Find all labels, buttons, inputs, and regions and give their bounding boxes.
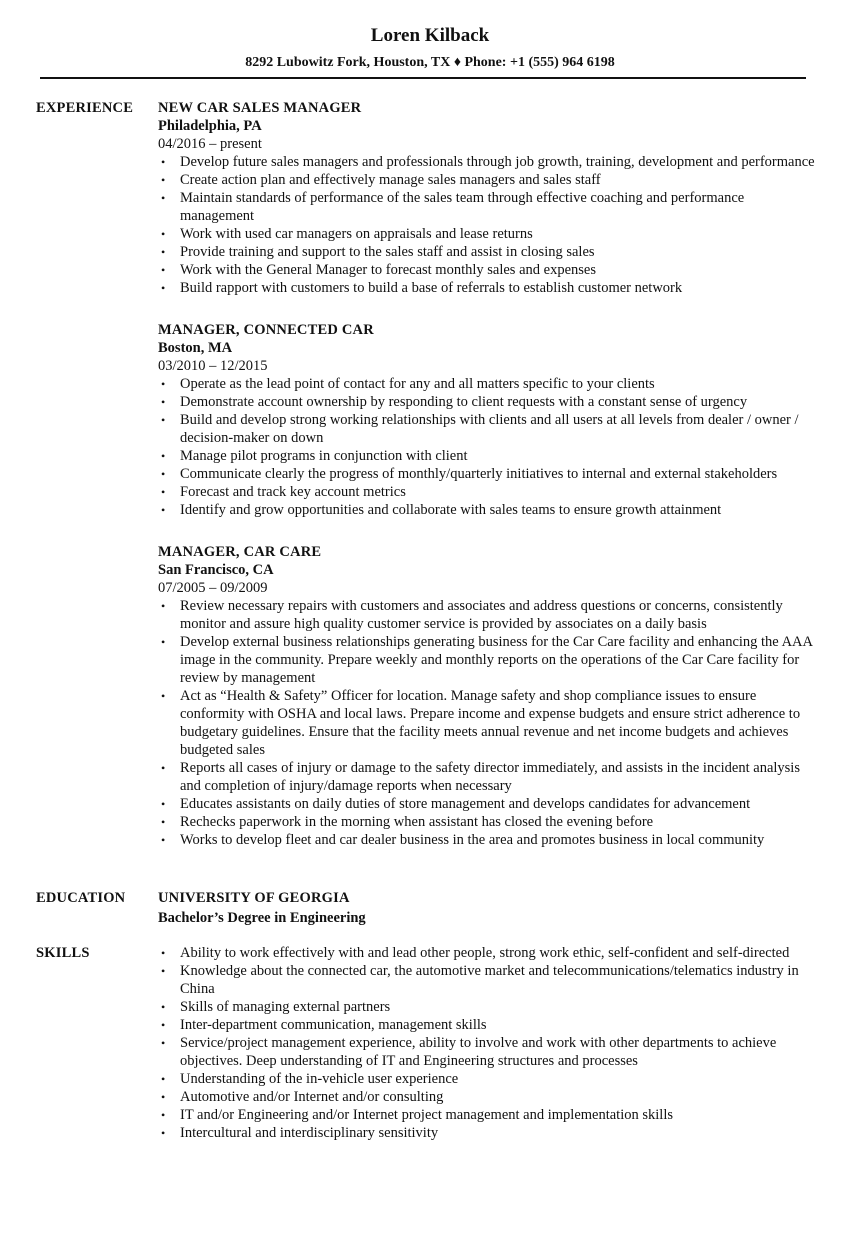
bullet-text: Act as “Health & Safety” Officer for location. Manage safety and shop compliance issues to ensure conformity with OSHA and local laws. Prepare income and expense budgets and ensure strict adherence to budgetary guidelines. Ensure that the facility meets annual revenue and net income budgets and achieves budgeted sales <box>180 688 801 758</box>
list-item <box>158 171 818 189</box>
bullet-icon: • <box>161 1126 166 1140</box>
bullet-icon: • <box>161 964 166 978</box>
list-item <box>158 501 818 519</box>
job-title: MANAGER, CAR CARE <box>158 544 322 560</box>
bullet-text: Develop future sales managers and professionals through job growth, training, development and performance <box>180 154 815 170</box>
list-item <box>158 831 818 849</box>
bullet-text: Educates assistants on daily duties of store management and develops candidates for advancement <box>180 796 751 812</box>
job-dates: 04/2016 – present <box>158 136 262 152</box>
experience-body <box>158 99 818 873</box>
list-item <box>158 189 818 225</box>
list-item <box>158 759 818 795</box>
skill-text: Skills of managing external partners <box>180 999 391 1015</box>
list-item <box>158 1088 818 1106</box>
bullet-text: Provide training and support to the sales staff and assist in closing sales <box>180 244 595 260</box>
bullet-icon: • <box>161 1108 166 1122</box>
bullet-text: Maintain standards of performance of the sales team through effective coaching and performance management <box>180 190 745 224</box>
bullet-text: Communicate clearly the progress of monthly/quarterly initiatives to internal and external stakeholders <box>180 466 778 482</box>
bullet-text: Reports all cases of injury or damage to the safety director immediately, and assists in the incident analysis and completion of injury/damage reports when necessary <box>180 760 800 794</box>
list-item <box>158 411 818 447</box>
list-item <box>158 1070 818 1088</box>
bullet-text: Identify and grow opportunities and collaborate with sales teams to ensure growth attainment <box>180 502 722 518</box>
list-item <box>158 597 818 633</box>
school-name: UNIVERSITY OF GEORGIA <box>158 890 350 906</box>
bullet-text: Demonstrate account ownership by responding to client requests with a constant sense of urgency <box>180 394 748 410</box>
list-item <box>158 1034 818 1070</box>
list-item <box>158 465 818 483</box>
skill-text: Service/project management experience, ability to involve and work with other departments to achieve objectives. Deep understanding of IT and Engineering structures and processes <box>180 1035 777 1069</box>
skill-text: IT and/or Engineering and/or Internet project management and implementation skills <box>180 1107 673 1123</box>
bullet-icon: • <box>161 761 166 775</box>
bullet-text: Work with used car managers on appraisals and lease returns <box>180 226 533 242</box>
bullet-icon: • <box>161 173 166 187</box>
bullet-icon: • <box>161 599 166 613</box>
resume-header <box>0 24 860 72</box>
candidate-name: Loren Kilback <box>370 25 490 46</box>
job-dates: 07/2005 – 09/2009 <box>158 580 268 596</box>
job-entry <box>158 321 818 519</box>
bullet-icon: • <box>161 467 166 481</box>
list-item <box>158 261 818 279</box>
skill-text: Understanding of the in-vehicle user experience <box>180 1071 459 1087</box>
skill-text: Automotive and/or Internet and/or consulting <box>180 1089 444 1105</box>
bullet-icon: • <box>161 689 166 703</box>
header-divider <box>40 77 806 79</box>
bullet-icon: • <box>161 815 166 829</box>
list-item <box>158 1016 818 1034</box>
bullet-icon: • <box>161 485 166 499</box>
bullet-icon: • <box>161 635 166 649</box>
skill-text: Inter-department communication, management skills <box>180 1017 487 1033</box>
bullet-text: Manage pilot programs in conjunction with client <box>180 448 468 464</box>
skills-label: SKILLS <box>36 945 90 961</box>
bullet-icon: • <box>161 1000 166 1014</box>
list-item <box>158 243 818 261</box>
list-item <box>158 375 818 393</box>
bullet-icon: • <box>161 191 166 205</box>
list-item <box>158 279 818 297</box>
bullet-text: Review necessary repairs with customers and associates and address questions or concerns, consistently monitor and assure high quality customer service is provided by associates on a daily basis <box>180 598 783 632</box>
bullet-text: Build and develop strong working relationships with clients and all users at all levels from dealer / owner / decision-maker on down <box>180 412 799 446</box>
list-item <box>158 447 818 465</box>
bullet-icon: • <box>161 1072 166 1086</box>
bullet-icon: • <box>161 413 166 427</box>
bullet-icon: • <box>161 227 166 241</box>
bullet-text: Develop external business relationships generating business for the Car Care facility and enhancing the AAA image in the community. Prepare weekly and monthly reports on the operations of the Car Care facility for review by management <box>180 634 813 686</box>
list-item <box>158 633 818 687</box>
bullet-icon: • <box>161 245 166 259</box>
bullet-icon: • <box>161 833 166 847</box>
bullet-icon: • <box>161 1090 166 1104</box>
bullet-text: Operate as the lead point of contact for any and all matters specific to your clients <box>180 376 655 392</box>
job-title: NEW CAR SALES MANAGER <box>158 100 362 116</box>
job-bullets <box>158 153 818 297</box>
list-item <box>158 687 818 759</box>
bullet-text: Build rapport with customers to build a base of referrals to establish customer network <box>180 280 683 296</box>
skill-text: Knowledge about the connected car, the automotive market and telecommunications/telematics industry in China <box>180 963 799 997</box>
job-entry <box>158 99 818 297</box>
bullet-icon: • <box>161 946 166 960</box>
education-label: EDUCATION <box>36 890 126 906</box>
skills-list <box>158 944 818 1142</box>
bullet-icon: • <box>161 263 166 277</box>
list-item <box>158 1106 818 1124</box>
bullet-icon: • <box>161 155 166 169</box>
contact-line: 8292 Lubowitz Fork, Houston, TX ♦ Phone: +1 (555) 964 6198 <box>245 55 615 70</box>
bullet-icon: • <box>161 377 166 391</box>
bullet-icon: • <box>161 1018 166 1032</box>
skill-text: Intercultural and interdisciplinary sensitivity <box>180 1125 439 1141</box>
bullet-text: Rechecks paperwork in the morning when assistant has closed the evening before <box>180 814 654 830</box>
job-bullets <box>158 375 818 519</box>
list-item <box>158 225 818 243</box>
list-item <box>158 813 818 831</box>
bullet-icon: • <box>161 797 166 811</box>
list-item <box>158 393 818 411</box>
bullet-icon: • <box>161 1036 166 1050</box>
bullet-text: Work with the General Manager to forecast monthly sales and expenses <box>180 262 596 278</box>
job-title: MANAGER, CONNECTED CAR <box>158 322 374 338</box>
bullet-text: Create action plan and effectively manage sales managers and sales staff <box>180 172 601 188</box>
list-item <box>158 153 818 171</box>
skills-body <box>158 944 818 1142</box>
job-location: San Francisco, CA <box>158 562 274 578</box>
list-item <box>158 962 818 998</box>
bullet-icon: • <box>161 281 166 295</box>
degree: Bachelor’s Degree in Engineering <box>158 910 366 926</box>
list-item <box>158 795 818 813</box>
bullet-icon: • <box>161 449 166 463</box>
job-dates: 03/2010 – 12/2015 <box>158 358 268 374</box>
bullet-text: Forecast and track key account metrics <box>180 484 406 500</box>
bullet-icon: • <box>161 395 166 409</box>
bullet-text: Works to develop fleet and car dealer business in the area and promotes business in local community <box>180 832 765 848</box>
skill-text: Ability to work effectively with and lead other people, strong work ethic, self-confident and self-directed <box>180 945 790 961</box>
education-body <box>158 889 818 927</box>
job-entry <box>158 543 818 849</box>
list-item <box>158 998 818 1016</box>
list-item <box>158 944 818 962</box>
job-location: Philadelphia, PA <box>158 118 262 134</box>
list-item <box>158 483 818 501</box>
bullet-icon: • <box>161 503 166 517</box>
list-item <box>158 1124 818 1142</box>
job-bullets <box>158 597 818 849</box>
experience-label: EXPERIENCE <box>36 100 134 116</box>
job-location: Boston, MA <box>158 340 233 356</box>
